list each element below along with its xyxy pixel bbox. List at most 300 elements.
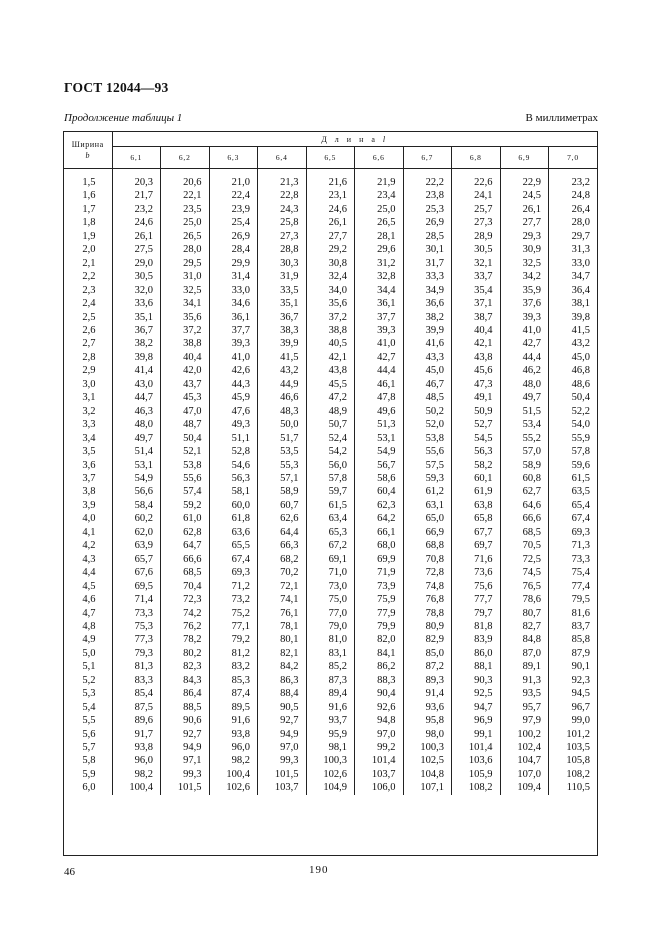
value-cell: 35,9 <box>500 284 549 297</box>
width-cell: 4,6 <box>64 593 112 606</box>
value-cell: 26,1 <box>112 230 161 243</box>
value-cell: 79,5 <box>571 594 590 606</box>
value-cell: 41,6 <box>403 337 452 350</box>
value-cell: 62,7 <box>500 485 549 498</box>
value-cell: 29,5 <box>161 257 210 270</box>
value-cell: 84,8 <box>500 633 549 646</box>
width-cell: 2,8 <box>64 351 112 364</box>
width-cell: 5,2 <box>64 674 112 687</box>
table-row <box>64 472 597 485</box>
value-cell: 107,0 <box>500 768 549 781</box>
value-cell: 91,3 <box>500 674 549 687</box>
value-cell: 38,2 <box>403 311 452 324</box>
value-cell: 60,4 <box>355 485 404 498</box>
value-cell: 97,0 <box>258 741 307 754</box>
value-cell: 49,3 <box>209 418 258 431</box>
value-cell: 64,6 <box>500 499 549 512</box>
value-cell: 96,0 <box>112 754 161 767</box>
width-cell: 4,8 <box>64 620 112 633</box>
value-cell: 75,6 <box>452 580 501 593</box>
value-cell: 82,7 <box>500 620 549 633</box>
value-cell: 70,4 <box>161 580 210 593</box>
value-cell: 91,6 <box>306 701 355 714</box>
width-cell: 4,4 <box>64 566 112 579</box>
value-cell: 39,3 <box>355 324 404 337</box>
value-cell: 99,3 <box>161 768 210 781</box>
value-cell: 98,2 <box>209 754 258 767</box>
value-cell: 37,7 <box>209 324 258 337</box>
value-cell: 72,8 <box>403 566 452 579</box>
value-cell: 75,4 <box>571 567 590 579</box>
value-cell: 25,4 <box>209 216 258 229</box>
value-cell: 54,9 <box>355 445 404 458</box>
value-cell: 61,5 <box>571 472 590 484</box>
value-cell: 62,8 <box>161 526 210 539</box>
value-cell: 82,9 <box>403 633 452 646</box>
width-cell: 5,0 <box>64 647 112 660</box>
width-label: Ширина <box>71 140 104 149</box>
value-cell: 53,1 <box>355 432 404 445</box>
value-cell: 88,4 <box>258 687 307 700</box>
width-cell: 3,0 <box>64 378 112 391</box>
value-cell: 34,2 <box>500 270 549 283</box>
value-cell: 100,4 <box>112 781 161 794</box>
width-cell: 6,0 <box>64 781 112 794</box>
value-cell: 87,5 <box>112 701 161 714</box>
value-cell: 25,0 <box>355 203 404 216</box>
value-cell: 40,4 <box>452 324 501 337</box>
value-cell: 30,5 <box>112 270 161 283</box>
value-cell: 60,0 <box>209 499 258 512</box>
value-cell: 99,2 <box>355 741 404 754</box>
width-cell: 2,9 <box>64 364 112 377</box>
width-cell: 4,0 <box>64 512 112 525</box>
value-cell: 23,1 <box>306 189 355 202</box>
value-cell: 55,6 <box>403 445 452 458</box>
sheet-number: 190 <box>309 864 329 876</box>
width-cell: 2,4 <box>64 297 112 310</box>
table-row <box>64 607 597 620</box>
value-cell: 21,7 <box>112 189 161 202</box>
length-header-1: 6,1 <box>112 147 161 169</box>
value-cell: 58,2 <box>452 459 501 472</box>
value-cell: 46,7 <box>403 378 452 391</box>
value-cell: 30,8 <box>306 257 355 270</box>
table-body <box>64 169 597 795</box>
value-cell: 58,1 <box>209 485 258 498</box>
value-cell: 57,8 <box>571 446 590 458</box>
value-cell: 94,7 <box>452 701 501 714</box>
value-cell: 91,6 <box>209 714 258 727</box>
value-cell: 84,1 <box>355 647 404 660</box>
value-cell: 66,1 <box>355 526 404 539</box>
table-row <box>64 445 597 458</box>
value-cell: 36,4 <box>571 284 590 296</box>
value-cell: 67,2 <box>306 539 355 552</box>
table-row <box>64 647 597 660</box>
value-cell: 58,6 <box>355 472 404 485</box>
value-cell: 31,7 <box>403 257 452 270</box>
value-cell: 43,7 <box>161 378 210 391</box>
value-cell: 46,1 <box>355 378 404 391</box>
value-cell: 53,1 <box>112 459 161 472</box>
value-cell: 75,9 <box>355 593 404 606</box>
value-cell: 101,2 <box>566 728 590 740</box>
value-cell: 86,2 <box>355 660 404 673</box>
value-cell: 56,3 <box>452 445 501 458</box>
value-cell: 64,7 <box>161 539 210 552</box>
table-row <box>64 526 597 539</box>
value-cell: 29,2 <box>306 243 355 256</box>
table-row <box>64 203 597 216</box>
table-row <box>64 701 597 714</box>
value-cell: 55,3 <box>258 459 307 472</box>
width-cell: 2,7 <box>64 337 112 350</box>
value-cell: 75,3 <box>112 620 161 633</box>
value-cell: 99,0 <box>571 715 590 727</box>
value-cell: 52,8 <box>209 445 258 458</box>
value-cell: 37,2 <box>161 324 210 337</box>
value-cell: 50,7 <box>306 418 355 431</box>
value-cell: 36,6 <box>403 297 452 310</box>
value-cell: 21,9 <box>355 176 404 189</box>
value-cell: 87,9 <box>571 647 590 659</box>
length-header-5: 6,5 <box>306 147 355 169</box>
table-row <box>64 351 597 364</box>
value-cell: 37,6 <box>500 297 549 310</box>
width-cell: 2,5 <box>64 311 112 324</box>
width-cell: 2,1 <box>64 257 112 270</box>
width-cell: 3,7 <box>64 472 112 485</box>
value-cell: 80,9 <box>403 620 452 633</box>
value-cell: 48,9 <box>306 405 355 418</box>
value-cell: 81,3 <box>112 660 161 673</box>
value-cell: 94,8 <box>355 714 404 727</box>
value-cell: 49,7 <box>112 432 161 445</box>
table-row <box>64 337 597 350</box>
value-cell: 44,4 <box>355 364 404 377</box>
value-cell: 89,5 <box>209 701 258 714</box>
value-cell: 77,0 <box>306 607 355 620</box>
value-cell: 28,5 <box>403 230 452 243</box>
value-cell: 88,1 <box>452 660 501 673</box>
value-cell: 33,0 <box>571 257 590 269</box>
value-cell: 21,0 <box>209 176 258 189</box>
value-cell: 92,3 <box>571 674 590 686</box>
value-cell: 30,3 <box>258 257 307 270</box>
value-cell: 31,4 <box>209 270 258 283</box>
value-cell: 45,0 <box>403 364 452 377</box>
value-cell: 53,8 <box>161 459 210 472</box>
value-cell: 77,4 <box>571 580 590 592</box>
value-cell: 74,1 <box>258 593 307 606</box>
value-cell: 69,5 <box>112 580 161 593</box>
value-cell: 43,3 <box>403 351 452 364</box>
value-cell: 48,6 <box>571 378 590 390</box>
value-cell: 45,5 <box>306 378 355 391</box>
value-cell: 65,5 <box>209 539 258 552</box>
table-row <box>64 364 597 377</box>
value-cell: 29,7 <box>571 230 590 242</box>
width-cell: 5,9 <box>64 768 112 781</box>
value-cell: 105,8 <box>566 755 590 767</box>
value-cell: 57,0 <box>500 445 549 458</box>
width-cell: 2,6 <box>64 324 112 337</box>
value-cell: 105,9 <box>452 768 501 781</box>
value-cell: 49,1 <box>452 391 501 404</box>
table-row <box>64 216 597 229</box>
value-cell: 83,2 <box>209 660 258 673</box>
value-cell: 71,0 <box>306 566 355 579</box>
value-cell: 33,6 <box>112 297 161 310</box>
value-cell: 52,0 <box>403 418 452 431</box>
value-cell: 20,6 <box>161 176 210 189</box>
value-cell: 75,2 <box>209 607 258 620</box>
value-cell: 37,1 <box>452 297 501 310</box>
value-cell: 32,4 <box>306 270 355 283</box>
value-cell: 65,4 <box>571 499 590 511</box>
value-cell: 46,2 <box>500 364 549 377</box>
value-cell: 23,9 <box>209 203 258 216</box>
value-cell: 24,6 <box>112 216 161 229</box>
table-row <box>64 593 597 606</box>
value-cell: 35,1 <box>258 297 307 310</box>
width-cell: 4,7 <box>64 607 112 620</box>
value-cell: 77,3 <box>112 633 161 646</box>
length-values-header-row <box>64 147 597 169</box>
value-cell: 53,4 <box>500 418 549 431</box>
table-row <box>64 580 597 593</box>
table-row <box>64 230 597 243</box>
value-cell: 41,0 <box>355 337 404 350</box>
value-cell: 66,6 <box>161 553 210 566</box>
table-row <box>64 728 597 741</box>
value-cell: 101,4 <box>355 754 404 767</box>
value-cell: 25,7 <box>452 203 501 216</box>
value-cell: 45,9 <box>209 391 258 404</box>
value-cell: 47,3 <box>452 378 501 391</box>
value-cell: 93,6 <box>403 701 452 714</box>
value-cell: 85,8 <box>571 634 590 646</box>
width-cell: 3,8 <box>64 485 112 498</box>
page-number: 46 <box>64 866 75 878</box>
value-cell: 46,8 <box>571 365 590 377</box>
value-cell: 61,5 <box>306 499 355 512</box>
value-cell: 68,8 <box>403 539 452 552</box>
value-cell: 109,4 <box>500 781 549 794</box>
value-cell: 40,4 <box>161 351 210 364</box>
value-cell: 48,5 <box>403 391 452 404</box>
value-cell: 26,5 <box>161 230 210 243</box>
width-cell: 1,9 <box>64 230 112 243</box>
value-cell: 26,9 <box>403 216 452 229</box>
value-cell: 68,0 <box>355 539 404 552</box>
table-row <box>64 418 597 431</box>
value-cell: 33,0 <box>209 284 258 297</box>
value-cell: 22,1 <box>161 189 210 202</box>
width-cell: 1,8 <box>64 216 112 229</box>
value-cell: 104,9 <box>306 781 355 794</box>
value-cell: 87,2 <box>403 660 452 673</box>
value-cell: 76,5 <box>500 580 549 593</box>
length-header-4: 6,4 <box>258 147 307 169</box>
table-row <box>64 378 597 391</box>
value-cell: 28,0 <box>571 217 590 229</box>
value-cell: 81,8 <box>452 620 501 633</box>
value-cell: 74,5 <box>500 566 549 579</box>
value-cell: 102,4 <box>500 741 549 754</box>
value-cell: 66,3 <box>258 539 307 552</box>
value-cell: 73,2 <box>209 593 258 606</box>
value-cell: 58,9 <box>500 459 549 472</box>
value-cell: 77,7 <box>452 593 501 606</box>
value-cell: 41,5 <box>571 324 590 336</box>
value-cell: 73,6 <box>452 566 501 579</box>
value-cell: 96,7 <box>571 701 590 713</box>
value-cell: 68,5 <box>500 526 549 539</box>
value-cell: 32,0 <box>112 284 161 297</box>
table-row <box>64 741 597 754</box>
value-cell: 92,6 <box>355 701 404 714</box>
length-header-6: 6,6 <box>355 147 404 169</box>
value-cell: 92,7 <box>258 714 307 727</box>
value-cell: 51,1 <box>209 432 258 445</box>
width-cell: 1,5 <box>64 176 112 189</box>
value-cell: 23,5 <box>161 203 210 216</box>
value-cell: 96,0 <box>209 741 258 754</box>
value-cell: 25,8 <box>258 216 307 229</box>
value-cell: 48,0 <box>500 378 549 391</box>
value-cell: 66,6 <box>500 512 549 525</box>
value-cell: 66,9 <box>403 526 452 539</box>
value-cell: 95,9 <box>306 728 355 741</box>
value-cell: 27,3 <box>258 230 307 243</box>
value-cell: 25,3 <box>403 203 452 216</box>
value-cell: 61,9 <box>452 485 501 498</box>
value-cell: 26,1 <box>306 216 355 229</box>
width-cell: 3,4 <box>64 432 112 445</box>
value-cell: 89,6 <box>112 714 161 727</box>
width-cell: 2,3 <box>64 284 112 297</box>
value-cell: 49,7 <box>500 391 549 404</box>
value-cell: 44,4 <box>500 351 549 364</box>
value-cell: 29,3 <box>500 230 549 243</box>
width-symbol: b <box>85 151 91 160</box>
value-cell: 33,5 <box>258 284 307 297</box>
width-cell: 5,1 <box>64 660 112 673</box>
value-cell: 92,7 <box>161 728 210 741</box>
value-cell: 108,2 <box>566 768 590 780</box>
value-cell: 73,3 <box>112 607 161 620</box>
width-cell: 4,3 <box>64 553 112 566</box>
value-cell: 32,5 <box>161 284 210 297</box>
value-cell: 103,7 <box>355 768 404 781</box>
value-cell: 76,1 <box>258 607 307 620</box>
value-cell: 79,3 <box>112 647 161 660</box>
length-label: Д л и н а <box>321 134 378 144</box>
value-cell: 64,2 <box>355 512 404 525</box>
value-cell: 101,5 <box>258 768 307 781</box>
width-cell: 3,6 <box>64 459 112 472</box>
value-cell: 60,1 <box>452 472 501 485</box>
width-cell: 1,6 <box>64 189 112 202</box>
value-cell: 48,0 <box>112 418 161 431</box>
units-label: В миллиметрах <box>525 112 598 124</box>
value-cell: 78,1 <box>258 620 307 633</box>
value-cell: 34,9 <box>403 284 452 297</box>
value-cell: 28,0 <box>161 243 210 256</box>
value-cell: 54,2 <box>306 445 355 458</box>
value-cell: 79,7 <box>452 607 501 620</box>
value-cell: 35,6 <box>161 311 210 324</box>
width-cell: 5,6 <box>64 728 112 741</box>
value-cell: 69,9 <box>355 553 404 566</box>
table-row <box>64 243 597 256</box>
value-cell: 35,4 <box>452 284 501 297</box>
value-cell: 82,0 <box>355 633 404 646</box>
value-cell: 98,1 <box>306 741 355 754</box>
value-cell: 20,3 <box>112 176 161 189</box>
value-cell: 97,9 <box>500 714 549 727</box>
value-cell: 50,0 <box>258 418 307 431</box>
value-cell: 41,5 <box>258 351 307 364</box>
value-cell: 73,0 <box>306 580 355 593</box>
value-cell: 29,9 <box>209 257 258 270</box>
value-cell: 95,8 <box>403 714 452 727</box>
value-cell: 67,4 <box>209 553 258 566</box>
value-cell: 48,7 <box>161 418 210 431</box>
value-cell: 46,6 <box>258 391 307 404</box>
table-row <box>64 512 597 525</box>
value-cell: 110,5 <box>566 782 590 794</box>
value-cell: 23,2 <box>112 203 161 216</box>
value-cell: 28,4 <box>209 243 258 256</box>
value-cell: 54,5 <box>452 432 501 445</box>
value-cell: 32,8 <box>355 270 404 283</box>
value-cell: 65,8 <box>452 512 501 525</box>
value-cell: 29,6 <box>355 243 404 256</box>
width-cell: 5,4 <box>64 701 112 714</box>
value-cell: 35,6 <box>306 297 355 310</box>
length-header-10: 7,0 <box>549 147 598 169</box>
value-cell: 102,6 <box>209 781 258 794</box>
value-cell: 94,5 <box>571 688 590 700</box>
value-cell: 90,1 <box>571 661 590 673</box>
value-cell: 44,3 <box>209 378 258 391</box>
table-row <box>64 620 597 633</box>
value-cell: 74,8 <box>403 580 452 593</box>
width-cell: 2,0 <box>64 243 112 256</box>
table-row <box>64 633 597 646</box>
value-cell: 96,9 <box>452 714 501 727</box>
length-header-9: 6,9 <box>500 147 549 169</box>
table-row <box>64 674 597 687</box>
value-cell: 26,9 <box>209 230 258 243</box>
value-cell: 97,1 <box>161 754 210 767</box>
value-cell: 24,3 <box>258 203 307 216</box>
value-cell: 72,1 <box>258 580 307 593</box>
value-cell: 67,7 <box>452 526 501 539</box>
value-cell: 87,0 <box>500 647 549 660</box>
value-cell: 85,2 <box>306 660 355 673</box>
value-cell: 93,7 <box>306 714 355 727</box>
value-cell: 85,4 <box>112 687 161 700</box>
value-cell: 40,5 <box>306 337 355 350</box>
dimensions-table <box>64 132 597 795</box>
value-cell: 100,4 <box>209 768 258 781</box>
value-cell: 30,5 <box>452 243 501 256</box>
value-cell: 70,2 <box>258 566 307 579</box>
